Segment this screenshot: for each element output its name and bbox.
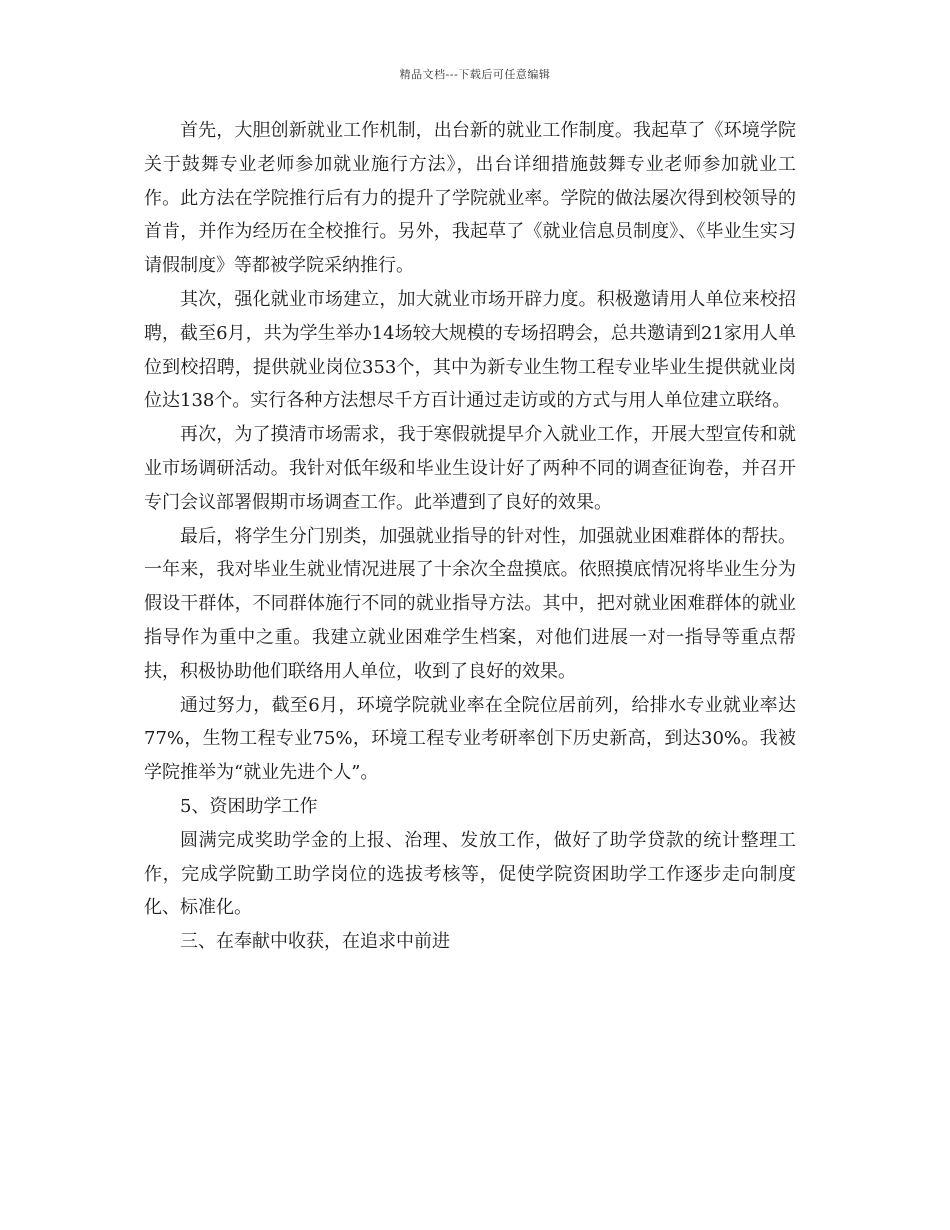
paragraph-results: 通过努力，截至6月，环境学院就业率在全院位居前列，给排水专业就业率达77%，生物工程专业75%，环境工程专业考研率创下历史新高，到达30%。我被学院推举为“就业先进个人”。	[144, 694, 796, 784]
document-body	[144, 114, 796, 959]
paragraph-guidance: 最后，将学生分门别类，加强就业指导的针对性，加强就业困难群体的帮扶。一年来，我对毕业生就业情况进展了十余次全盘摸底。依照摸底情况将毕业生分为假设干群体，不同群体施行不同的就业指导方法。其中，把对就业困难群体的就业指导作为重中之重。我建立就业困难学生档案，对他们进展一对一指导等重点帮扶，积极协助他们联络用人单位，收到了良好的效果。	[144, 525, 796, 682]
page-header: 精品文档---下载后可任意编辑	[399, 68, 551, 81]
paragraph-market-research: 再次，为了摸清市场需求，我于寒假就提早介入就业工作，开展大型宣传和就业市场调研活动。我针对低年级和毕业生设计好了两种不同的调查征询卷，并召开专门会议部署假期市场调查工作。此举遭到了良好的效果。	[144, 424, 796, 513]
section-heading-financial-aid: 5、资困助学工作	[180, 795, 318, 817]
paragraph-innovation: 首先，大胆创新就业工作机制，出台新的就业工作制度。我起草了《环境学院关于鼓舞专业老师参加就业施行方法》，出台详细措施鼓舞专业老师参加就业工作。此方法在学院推行后有力的提升了学院就业率。学院的做法屡次得到校领导的首肯，并作为经历在全校推行。另外，我起草了《就业信息员制度》、《毕业生实习请假制度》等都被学院采纳推行。	[144, 120, 796, 277]
paragraph-financial-aid: 圆满完成奖助学金的上报、治理、发放工作，做好了助学贷款的统计整理工作，完成学院勤工助学岗位的选拔考核等，促使学院资困助学工作逐步走向制度化、标准化。	[144, 829, 796, 919]
paragraph-job-market: 其次，强化就业市场建立，加大就业市场开辟力度。积极邀请用人单位来校招聘，截至6月，共为学生举办14场较大规模的专场招聘会，总共邀请到21家用人单位到校招聘，提供就业岗位353个，其中为新专业生物工程专业毕业生提供就业岗位达138个。实行各种方法想尽千方百计通过走访或的方式与用人单位建立联络。	[144, 288, 796, 412]
section-heading-three: 三、在奉献中收获，在追求中前进	[180, 931, 450, 953]
